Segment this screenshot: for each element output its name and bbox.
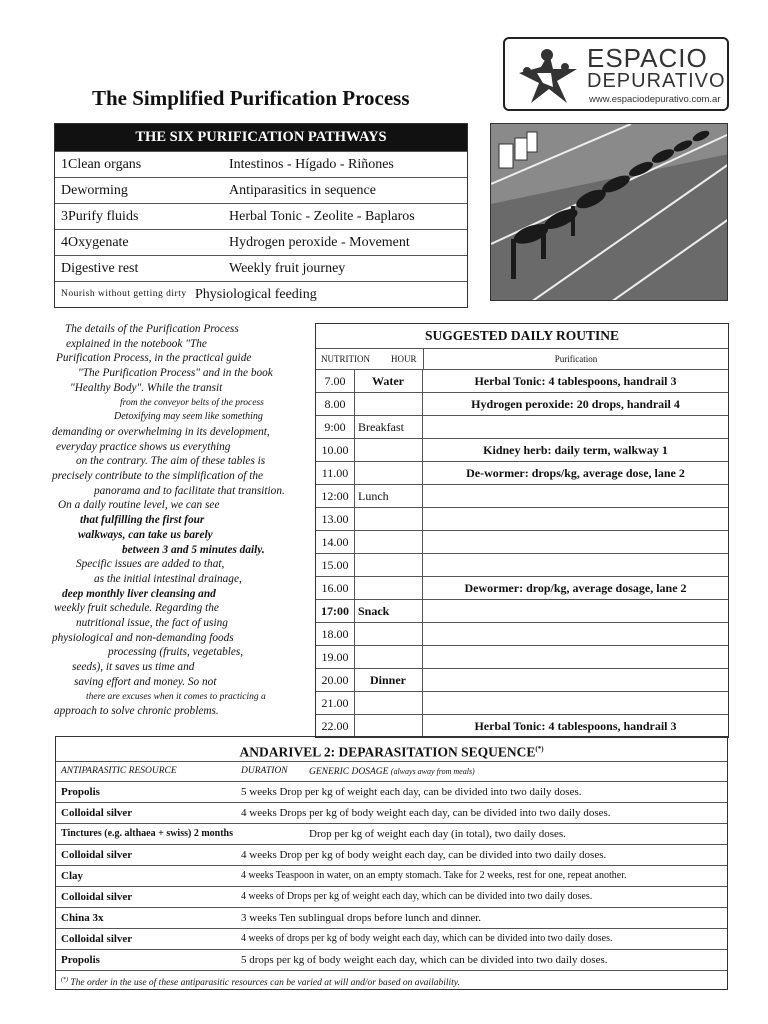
routine-purification <box>423 646 728 668</box>
resource-header: ANTIPARASITIC RESOURCE <box>61 766 177 776</box>
routine-purification: Herbal Tonic: 4 tablespoons, handrail 3 <box>474 719 677 733</box>
routine-meal <box>354 577 423 599</box>
routine-purification <box>423 600 728 622</box>
dosage-text: 4 weeks Teaspoon in water, on an empty stomach. Take for 2 weeks, rest for one, repeat another. <box>241 870 627 881</box>
pathway-row <box>55 255 467 281</box>
routine-meal <box>354 439 423 461</box>
dosage-text: 4 weeks of Drops per kg of weight each day, which can be divided into two daily doses. <box>241 891 593 902</box>
deparasitation-row <box>56 907 727 928</box>
routine-time: 7.00 <box>316 370 355 392</box>
pathways-header: THE SIX PURIFICATION PATHWAYS <box>55 124 467 151</box>
deparasitation-table <box>55 736 728 990</box>
deparasitation-row <box>56 781 727 802</box>
routine-time: 17:00 <box>316 600 355 622</box>
deparasitation-row <box>56 949 727 970</box>
routine-row <box>316 392 728 415</box>
routine-meal <box>354 508 423 530</box>
paragraph-line: there are excuses when it comes to practicing a <box>86 691 266 702</box>
routine-purification: Kidney herb: daily term, walkway 1 <box>483 443 668 457</box>
routine-meal: Snack <box>354 600 423 622</box>
footnote-marker: (*) <box>61 977 68 983</box>
paragraph-line: precisely contribute to the simplification of the <box>52 470 264 483</box>
duration-header: DURATION <box>241 766 288 776</box>
dosage-text: 5 drops per kg of body weight each day, which can be divided into two daily doses. <box>241 954 608 966</box>
routine-purification: De-wormer: drops/kg, average dose, lane 2 <box>466 466 685 480</box>
routine-row <box>316 622 728 645</box>
paragraph-line: panorama and to facilitate that transition. <box>94 484 285 497</box>
routine-meal <box>354 554 423 576</box>
routine-time: 20.00 <box>316 669 355 691</box>
routine-row <box>316 645 728 668</box>
paragraph-line: "The Purification Process" and in the book <box>78 367 273 380</box>
dosage-text: 3 weeks Ten sublingual drops before lunch and dinner. <box>241 912 482 924</box>
sprinters-photo <box>490 123 728 301</box>
paragraph-line: approach to solve chronic problems. <box>54 705 219 718</box>
pathway-detail: Hydrogen peroxide - Movement <box>229 235 410 250</box>
antiparasitic-resource: Tinctures (e.g. althaea + swiss) 2 months <box>61 828 234 839</box>
paragraph-line: walkways, can take us barely <box>78 528 213 541</box>
routine-purification <box>423 692 728 714</box>
paragraph-line: everyday practice shows us everything <box>56 440 231 453</box>
sprinters-image <box>491 124 728 301</box>
paragraph-line: saving effort and money. So not <box>74 675 217 688</box>
routine-purification: Hydrogen peroxide: 20 drops, handrail 4 <box>471 397 680 411</box>
antiparasitic-resource: Colloidal silver <box>61 891 133 903</box>
pathway-name: Nourish without getting dirty <box>61 289 187 299</box>
routine-meal <box>354 715 423 737</box>
purification-header: Purification <box>423 349 728 369</box>
pathway-row <box>55 177 467 203</box>
logo-url: www.espaciodepurativo.com.ar <box>589 94 721 105</box>
routine-column-headers <box>316 348 728 369</box>
routine-row <box>316 599 728 622</box>
paragraph-line: demanding or overwhelming in its development, <box>52 425 270 438</box>
paragraph-line: On a daily routine level, we can see <box>58 499 220 512</box>
routine-row <box>316 507 728 530</box>
routine-meal <box>354 646 423 668</box>
routine-row <box>316 461 728 484</box>
dosage-header-text: GENERIC DOSAGE <box>309 767 389 777</box>
routine-row <box>316 691 728 714</box>
routine-row <box>316 714 728 737</box>
routine-purification <box>423 669 728 691</box>
deparasitation-title <box>56 737 727 761</box>
deparasitation-row <box>56 886 727 907</box>
pathway-name: Digestive rest <box>61 261 139 276</box>
antiparasitic-resource: Colloidal silver <box>61 849 133 861</box>
nutrition-header: NUTRITION <box>321 354 370 364</box>
paragraph-line: Specific issues are added to that, <box>76 558 225 571</box>
routine-time: 13.00 <box>316 508 355 530</box>
pathway-name: Deworming <box>61 183 128 198</box>
routine-meal <box>354 692 423 714</box>
routine-purification <box>423 416 728 438</box>
routine-purification <box>423 623 728 645</box>
dosage-text: 4 weeks Drop per kg of body weight each day, can be divided into two daily doses. <box>241 849 607 861</box>
dosage-text: 4 weeks of drops per kg of body weight each day, which can be divided into two daily doses. <box>241 933 613 944</box>
routine-purification: Herbal Tonic: 4 tablespoons, handrail 3 <box>474 374 677 388</box>
routine-meal: Dinner <box>354 669 423 691</box>
paragraph-line: seeds), it saves us time and <box>72 661 195 674</box>
paragraph-line: processing (fruits, vegetables, <box>108 646 244 659</box>
paragraph-line: "Healthy Body". While the transit <box>70 381 223 394</box>
pathway-name: 4Oxygenate <box>61 235 129 250</box>
routine-purification <box>423 531 728 553</box>
dosage-text: Drop per kg of weight each day (in total), two daily doses. <box>309 828 566 840</box>
pathways-table <box>54 123 468 308</box>
deparasitation-row <box>56 802 727 823</box>
footnote-text: The order in the use of these antiparasitic resources can be varied at will and/or based on availability. <box>70 978 460 989</box>
antiparasitic-resource: China 3x <box>61 912 104 924</box>
routine-time: 16.00 <box>316 577 355 599</box>
routine-rows <box>316 369 728 737</box>
pathway-row <box>55 281 467 307</box>
routine-time: 10.00 <box>316 439 355 461</box>
dosage-header-note: (always away from meals) <box>390 767 475 776</box>
paragraph-line: that fulfilling the first four <box>80 514 205 527</box>
pathway-detail: Antiparasitics in sequence <box>229 183 376 198</box>
routine-time: 8.00 <box>316 393 355 415</box>
paragraph-line: Purification Process, in the practical guide <box>56 352 252 365</box>
routine-meal <box>354 623 423 645</box>
routine-row <box>316 530 728 553</box>
intro-paragraph <box>52 322 300 719</box>
paragraph-line: The details of the Purification Process <box>65 323 239 335</box>
deparasitation-column-headers <box>56 761 727 781</box>
brand-logo <box>503 37 729 111</box>
routine-time: 14.00 <box>316 531 355 553</box>
routine-meal: Lunch <box>354 485 423 507</box>
antiparasitic-resource: Propolis <box>61 786 100 798</box>
pathway-name: 3Purify fluids <box>61 209 139 224</box>
routine-row <box>316 553 728 576</box>
logo-name: ESPACIO <box>587 43 708 73</box>
routine-row <box>316 484 728 507</box>
antiparasitic-resource: Clay <box>61 870 83 882</box>
daily-routine-table <box>315 323 729 738</box>
footnote-marker: (*) <box>535 745 544 753</box>
deparasitation-title-text: ANDARIVEL 2: DEPARASITATION SEQUENCE <box>239 744 536 760</box>
footnote <box>56 970 727 989</box>
dosage-text: 4 weeks Drops per kg of body weight each day, can be divided into two daily doses. <box>241 807 611 819</box>
dosage-header <box>309 762 475 782</box>
deparasitation-row <box>56 823 727 844</box>
paragraph-line: between 3 and 5 minutes daily. <box>122 543 265 556</box>
deparasitation-row <box>56 844 727 865</box>
routine-meal <box>354 531 423 553</box>
antiparasitic-resource: Propolis <box>61 954 100 966</box>
routine-purification <box>423 508 728 530</box>
antiparasitic-resource: Colloidal silver <box>61 807 133 819</box>
star-figure-icon <box>511 43 585 107</box>
paragraph-line: on the contrary. The aim of these tables is <box>76 455 266 468</box>
routine-meal <box>354 393 423 415</box>
page-title: The Simplified Purification Process <box>92 86 410 110</box>
routine-time: 21.00 <box>316 692 355 714</box>
pathway-detail: Herbal Tonic - Zeolite - Baplaros <box>229 209 415 224</box>
paragraph-line: physiological and non-demanding foods <box>52 631 234 644</box>
paragraph-line: nutritional issue, the fact of using <box>76 617 228 630</box>
dosage-text: 5 weeks Drop per kg of weight each day, can be divided into two daily doses. <box>241 786 582 798</box>
paragraph-line: explained in the notebook "The <box>66 337 207 350</box>
logo-subtitle: DEPURATIVO <box>587 70 726 92</box>
paragraph-line: weekly fruit schedule. Regarding the <box>54 602 219 615</box>
hour-header: HOUR <box>391 354 417 364</box>
paragraph-line: from the conveyor belts of the process <box>120 397 264 408</box>
routine-meal: Water <box>354 370 423 392</box>
routine-time: 19.00 <box>316 646 355 668</box>
pathway-row <box>55 151 467 177</box>
deparasitation-rows <box>56 781 727 970</box>
pathway-name: 1Clean organs <box>61 157 142 172</box>
routine-purification <box>423 554 728 576</box>
deparasitation-row <box>56 928 727 949</box>
routine-row <box>316 369 728 392</box>
pathway-row <box>55 203 467 229</box>
routine-time: 9:00 <box>316 416 355 438</box>
paragraph-line: as the initial intestinal drainage, <box>94 572 242 585</box>
paragraph-line: Detoxifying may seem like something <box>114 411 263 423</box>
routine-row <box>316 415 728 438</box>
routine-row <box>316 438 728 461</box>
routine-purification <box>423 485 728 507</box>
routine-time: 22.00 <box>316 715 355 737</box>
routine-meal: Breakfast <box>354 416 423 438</box>
pathway-detail: Intestinos - Hígado - Riñones <box>229 157 394 172</box>
routine-time: 12:00 <box>316 485 355 507</box>
routine-title: SUGGESTED DAILY ROUTINE <box>424 328 620 343</box>
routine-time: 18.00 <box>316 623 355 645</box>
pathway-detail: Weekly fruit journey <box>229 261 346 276</box>
routine-purification: Dewormer: drop/kg, average dosage, lane 2 <box>464 581 687 595</box>
paragraph-line: deep monthly liver cleansing and <box>62 587 216 600</box>
pathway-row <box>55 229 467 255</box>
pathway-detail: Physiological feeding <box>195 287 317 302</box>
routine-row <box>316 668 728 691</box>
routine-time: 11.00 <box>316 462 355 484</box>
routine-row <box>316 576 728 599</box>
antiparasitic-resource: Colloidal silver <box>61 933 133 945</box>
routine-time: 15.00 <box>316 554 355 576</box>
deparasitation-row <box>56 865 727 886</box>
routine-meal <box>354 462 423 484</box>
